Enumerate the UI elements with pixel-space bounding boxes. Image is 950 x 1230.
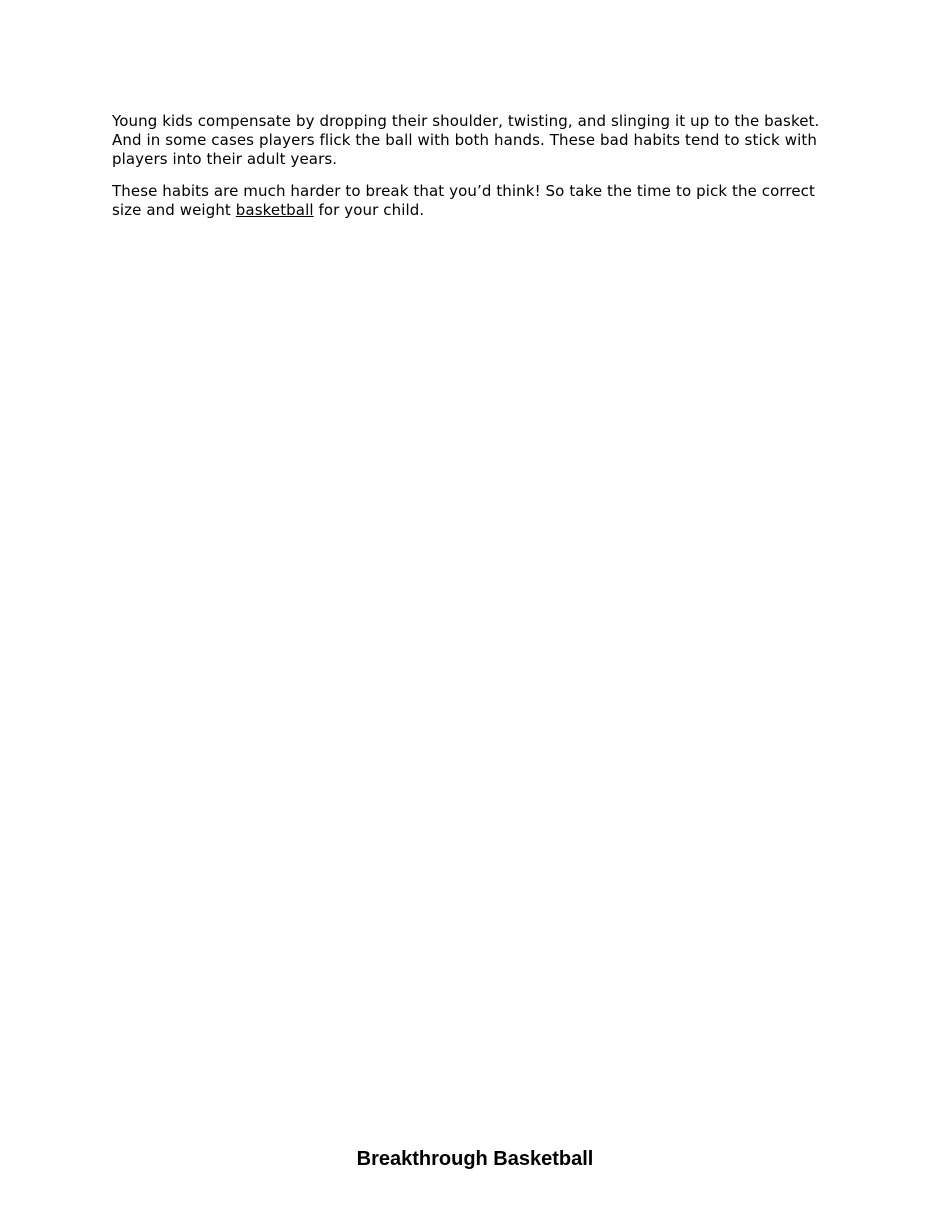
paragraph-2-before-link: These habits are much harder to break that you’d think! So take the time to pick the correct size and weight [112, 182, 816, 219]
paragraph-2 [112, 182, 848, 220]
paragraph-2-after-link: for your child. [313, 201, 425, 219]
paragraph-1: Young kids compensate by dropping their shoulder, twisting, and slinging it up to the basket. And in some cases players flick the ball with both hands. These bad habits tend to stick with players into their adult years. [112, 112, 820, 168]
basketball-link[interactable]: basketball [235, 201, 314, 219]
footer-title: Breakthrough Basketball [356, 1148, 594, 1170]
body-text [112, 112, 848, 233]
